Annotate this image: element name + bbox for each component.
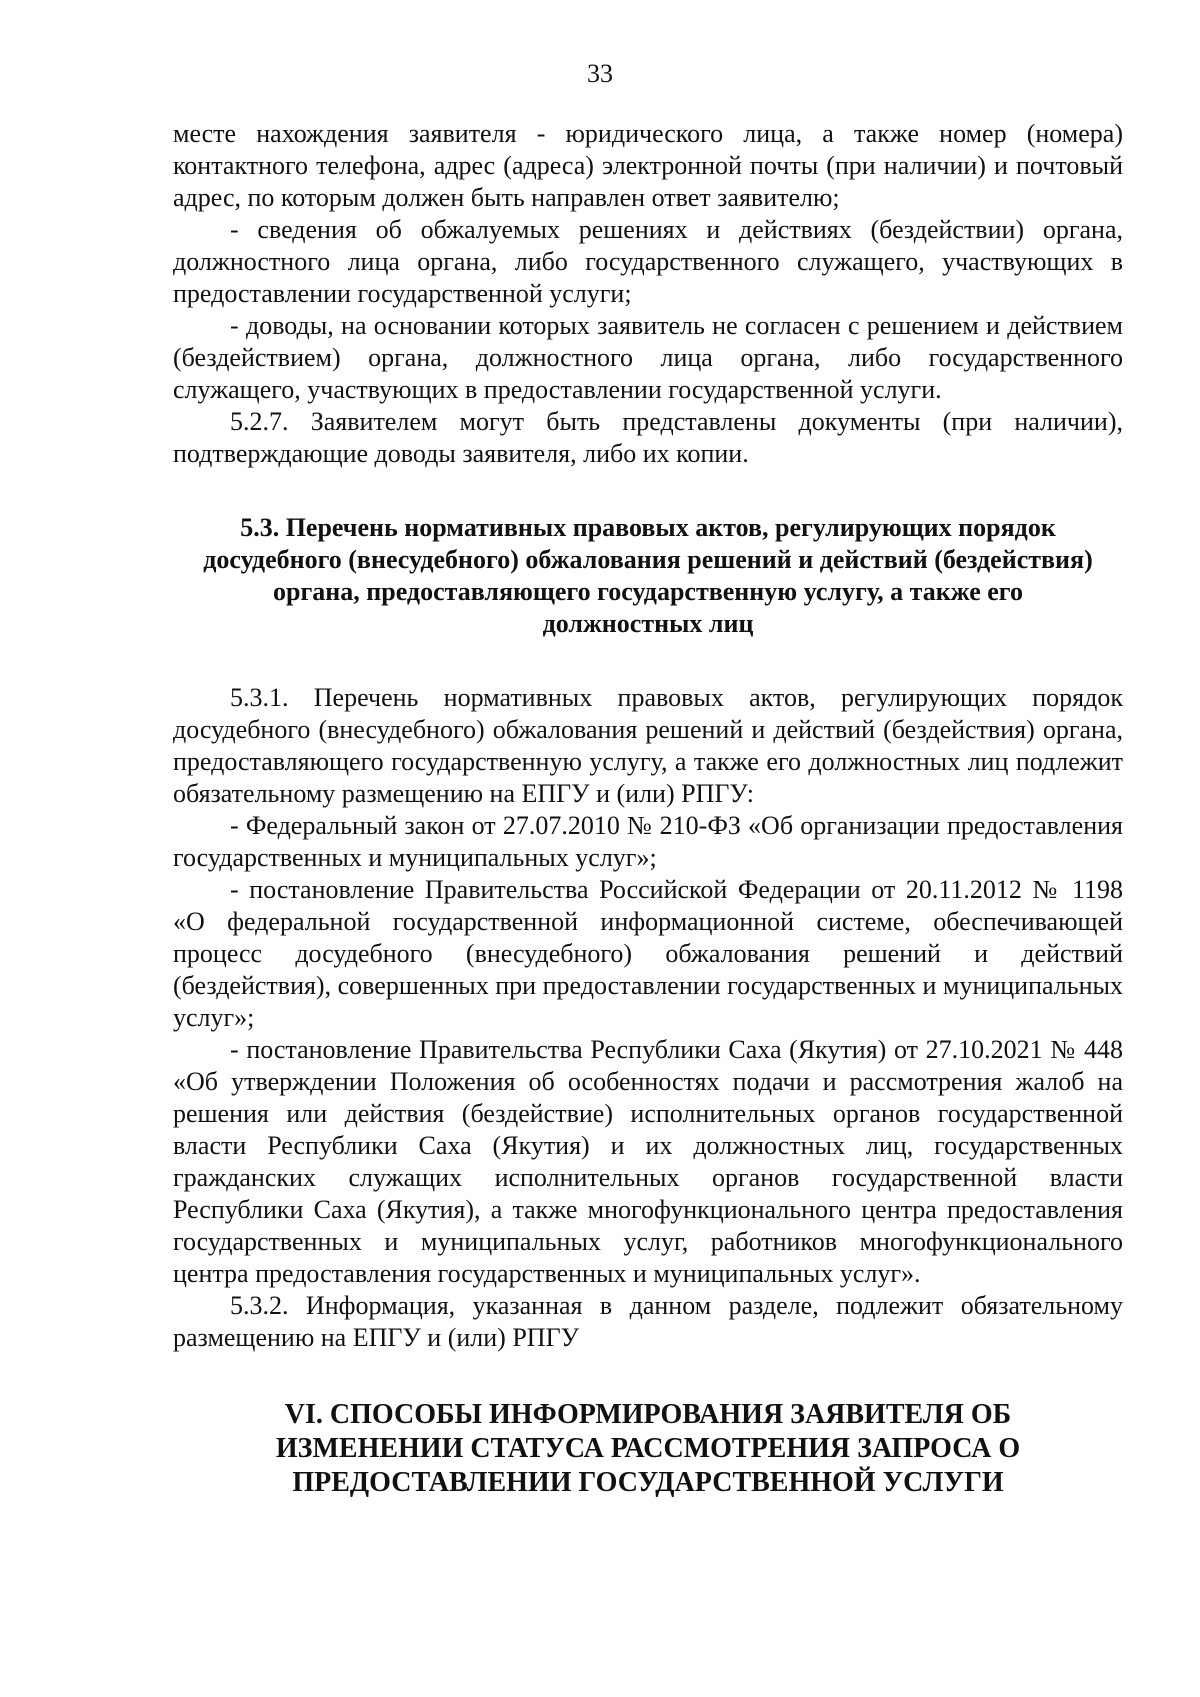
paragraph-5-3-1: 5.3.1. Перечень нормативных правовых актов, регулирующих порядок досудебного (внесудебного) обжалования решений и действий (бездействия) органа, предоставляющего государственную услугу, а также его должностных лиц подлежит обязательному размещению на ЕПГУ и (или) РПГУ: bbox=[173, 683, 1123, 808]
paragraph-5-2-7: 5.2.7. Заявителем могут быть представлены документы (при наличии), подтверждающие доводы заявителя, либо их копии. bbox=[173, 407, 1123, 468]
document-body bbox=[173, 118, 1123, 1500]
section-heading-5-3: 5.3. Перечень нормативных правовых актов, регулирующих порядок досудебного (внесудебного) обжалования решений и действий (бездействия) органа, предоставляющего государственную услугу, а также его должностных лиц bbox=[203, 513, 1093, 638]
paragraph-arguments: - доводы, на основании которых заявитель не согласен с решением и действием (бездействием) органа, должностного лица органа, либо государственного служащего, участвующих в предоставлении государственной услуги. bbox=[173, 311, 1123, 404]
paragraph-appealed-decisions: - сведения об обжалуемых решениях и действиях (бездействии) органа, должностного лица органа, либо государственного служащего, участвующих в предоставлении государственной услуги; bbox=[173, 215, 1123, 308]
paragraph-yakutia-resolution-448: - постановление Правительства Республики Саха (Якутия) от 27.10.2021 № 448 «Об утверждении Положения об особенностях подачи и рассмотрения жалоб на решения или действия (бездействие) исполнительных органов государственной власти Республики Саха (Якутия) и их должностных лиц, государственных гражданских служащих исполнительных органов государственной власти Республики Саха (Якутия), а также многофункционального центра предоставления государственных и муниципальных услуг, работников многофункционального центра предоставления государственных и муниципальных услуг». bbox=[173, 1035, 1123, 1288]
paragraph-federal-law: - Федеральный закон от 27.07.2010 № 210-ФЗ «Об организации предоставления государственных и муниципальных услуг»; bbox=[173, 811, 1123, 872]
paragraph-5-3-2: 5.3.2. Информация, указанная в данном разделе, подлежит обязательному размещению на ЕПГУ и (или) РПГУ bbox=[173, 1291, 1123, 1352]
section-heading-vi: VI. СПОСОБЫ ИНФОРМИРОВАНИЯ ЗАЯВИТЕЛЯ ОБ ИЗМЕНЕНИИ СТАТУСА РАССМОТРЕНИЯ ЗАПРОСА О ПРЕДОСТАВЛЕНИИ ГОСУДАРСТВЕННОЙ УСЛУГИ bbox=[275, 1399, 1021, 1498]
paragraph-government-resolution-1198: - постановление Правительства Российской Федерации от 20.11.2012 № 1198 «О федеральной государственной информационной системе, обеспечивающей процесс досудебного (внесудебного) обжалования решений и действий (бездействия), совершенных при предоставлении государственных и муниципальных услуг»; bbox=[173, 875, 1123, 1032]
paragraph-applicant-location: месте нахождения заявителя - юридического лица, а также номер (номера) контактного телефона, адрес (адреса) электронной почты (при наличии) и почтовый адрес, по которым должен быть направлен ответ заявителю; bbox=[173, 119, 1123, 212]
page-number: 33 bbox=[587, 59, 613, 88]
